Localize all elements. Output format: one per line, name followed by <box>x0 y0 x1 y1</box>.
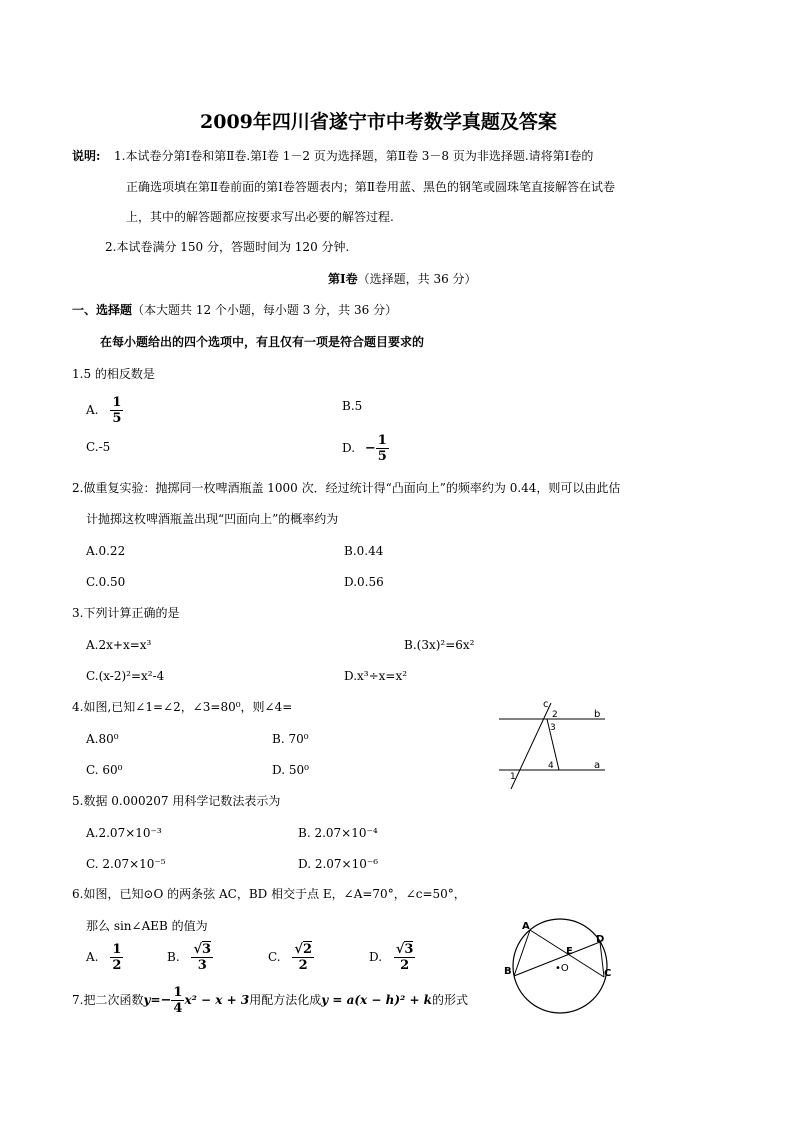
part-heading <box>328 270 477 287</box>
fig-angle-1: 1 <box>510 772 516 782</box>
q6-d-fraction <box>394 943 416 972</box>
q6-d-radicand: 3 <box>404 942 414 957</box>
q7-f-negative: − <box>160 993 172 1008</box>
q6-option-b <box>167 943 213 972</box>
q2-line-1: 2.做重复实验：抛掷同一枚啤酒瓶盖 1000 次．经过统计得“凸面向上”的频率约为 0.44，则可以由此估 <box>72 481 621 495</box>
fig-point-c: C <box>604 968 612 979</box>
q1-a-fraction <box>110 396 123 425</box>
q2-option-c: C.0.50 <box>86 575 126 589</box>
q6-line-1: 6.如图，已知⊙O 的两条弦 AC，BD 相交于点 E，∠A=70°，∠c=50°， <box>72 887 466 901</box>
section-instruction: 在每小题给出的四个选项中，有且仅有一项是符合题目要求的 <box>100 335 425 349</box>
q7-middle: 用配方法化成 <box>249 993 322 1007</box>
q1-option-a <box>86 396 123 425</box>
section-heading-bold: 一、选择题 <box>72 303 133 317</box>
q1-d-numerator: 1 <box>377 433 387 448</box>
q1-d-denominator: 5 <box>377 449 387 464</box>
q6-d-denominator: 2 <box>400 958 410 973</box>
q3-option-b: B.(3x)²=6x² <box>404 638 475 652</box>
q7-f-denominator: 4 <box>173 1001 183 1016</box>
segment-ab <box>514 930 530 976</box>
section-heading <box>72 301 397 318</box>
q1-d-fraction <box>376 434 389 463</box>
q6-b-fraction <box>191 943 213 972</box>
q7-f-y: y <box>143 993 151 1007</box>
q5-option-a: A.2.07×10⁻³ <box>86 826 162 840</box>
section-heading-rest: （本大题共 12 个小题，每小题 3 分，共 36 分） <box>132 303 398 317</box>
note-2: 2.本试卷满分 150 分，答题时间为 120 分钟. <box>105 240 350 254</box>
q6-b-numerator: √3 <box>193 942 212 957</box>
page-title: 2009年四川省遂宁市中考数学真题及答案 <box>200 111 557 133</box>
q6-b-radicand: 3 <box>202 942 212 957</box>
q1-d-sign: − <box>364 441 376 456</box>
q1-stem: 1.5 的相反数是 <box>72 367 155 381</box>
q4-option-d: D. 50⁰ <box>272 763 309 777</box>
q7-vertex-form: y = a(x − h)² + k <box>321 993 432 1007</box>
q1-option-b: B.5 <box>342 399 363 413</box>
line-c <box>511 703 551 789</box>
q3-option-a: A.2x+x=x³ <box>86 638 152 652</box>
q1-d-label: D. <box>342 441 356 455</box>
q6-c-denominator: 2 <box>298 958 308 973</box>
q6-option-a <box>86 943 123 972</box>
q7-f-numerator: 1 <box>173 985 183 1000</box>
q4-option-a: A.80⁰ <box>86 732 119 746</box>
note-1-line-1: 1.本试卷分第Ⅰ卷和第Ⅱ卷.第Ⅰ卷 1－2 页为选择题，第Ⅱ卷 3－8 页为非选择题.请将第Ⅰ卷的 <box>114 149 594 163</box>
notes-label: 说明: <box>72 149 101 163</box>
q6-a-label: A. <box>86 950 99 964</box>
q6-line-2: 那么 sin∠AEB 的值为 <box>86 919 208 933</box>
q6-c-radicand: 2 <box>302 942 312 957</box>
q5-option-d: D. 2.07×10⁻⁶ <box>298 857 379 871</box>
q5-option-c: C. 2.07×10⁻⁵ <box>86 857 166 871</box>
q7-f-fraction <box>171 986 184 1015</box>
fig-point-e: E <box>566 946 573 957</box>
q1-a-label: A. <box>86 403 99 417</box>
fig-point-d: D <box>596 934 605 945</box>
q1-option-c: C.-5 <box>86 440 111 454</box>
part-heading-rest: （选择题，共 36 分） <box>357 272 477 286</box>
q6-a-denominator: 2 <box>112 958 122 973</box>
fig-angle-3: 3 <box>550 723 556 733</box>
q4-option-c: C. 60⁰ <box>86 763 123 777</box>
q6-c-label: C. <box>268 950 281 964</box>
q1-a-numerator: 1 <box>112 395 122 410</box>
q3-option-c: C.(x-2)²=x²-4 <box>86 669 165 683</box>
part-heading-bold: 第Ⅰ卷 <box>328 272 358 286</box>
q1-option-d <box>342 434 389 463</box>
note-1-line-2: 正确选项填在第Ⅱ卷前面的第Ⅰ卷答题表内；第Ⅱ卷用蓝、黑色的钢笔或圆珠笔直接解答在试卷 <box>126 180 616 194</box>
q6-a-fraction <box>110 943 123 972</box>
q6-b-denominator: 3 <box>197 958 207 973</box>
fig-point-a: A <box>522 921 530 932</box>
fig-label-a: a <box>594 760 601 771</box>
q7-f-rest: x² − x + 3 <box>184 993 250 1007</box>
q6-c-numerator: √2 <box>294 942 312 957</box>
q6-d-label: D. <box>369 950 383 964</box>
q3-stem: 3.下列计算正确的是 <box>72 606 180 620</box>
q4-parallel-lines-figure <box>495 695 615 795</box>
note-1-line-3: 上，其中的解答题都应按要求写出必要的解答过程. <box>126 210 394 224</box>
q5-stem: 5.数据 0.000207 用科学记数法表示为 <box>72 794 281 808</box>
q3-option-d: D.x³÷x=x² <box>344 669 408 683</box>
q6-a-numerator: 1 <box>112 942 122 957</box>
fig-angle-4: 4 <box>548 761 554 771</box>
fig-point-b: B <box>504 966 512 977</box>
q7-f-equals: = <box>150 993 161 1007</box>
fig-angle-2: 2 <box>552 710 558 720</box>
q4-option-b: B. 70⁰ <box>272 732 309 746</box>
q7-prefix: 7.把二次函数 <box>72 993 144 1007</box>
q2-line-2: 计抛掷这枚啤酒瓶盖出现“凹面向上”的概率约为 <box>86 512 339 526</box>
q6-d-numerator: √3 <box>395 942 414 957</box>
q4-stem: 4.如图,已知∠1=∠2，∠3=80⁰，则∠4= <box>72 700 293 714</box>
q7-suffix: 的形式 <box>432 993 469 1007</box>
q6-b-label: B. <box>167 950 180 964</box>
q5-option-b: B. 2.07×10⁻⁴ <box>298 826 378 840</box>
q2-option-d: D.0.56 <box>344 575 384 589</box>
q6-option-d <box>369 943 415 972</box>
q7-line <box>72 986 468 1015</box>
q6-option-c <box>268 943 314 972</box>
q1-a-denominator: 5 <box>112 411 122 426</box>
q2-option-b: B.0.44 <box>344 544 384 558</box>
fig-point-o: •O <box>555 963 569 974</box>
q6-c-fraction <box>292 943 314 972</box>
q2-option-a: A.0.22 <box>86 544 126 558</box>
q6-circle-figure <box>500 912 622 1016</box>
fig-label-c: c <box>543 699 549 710</box>
fig-label-b: b <box>594 709 601 720</box>
